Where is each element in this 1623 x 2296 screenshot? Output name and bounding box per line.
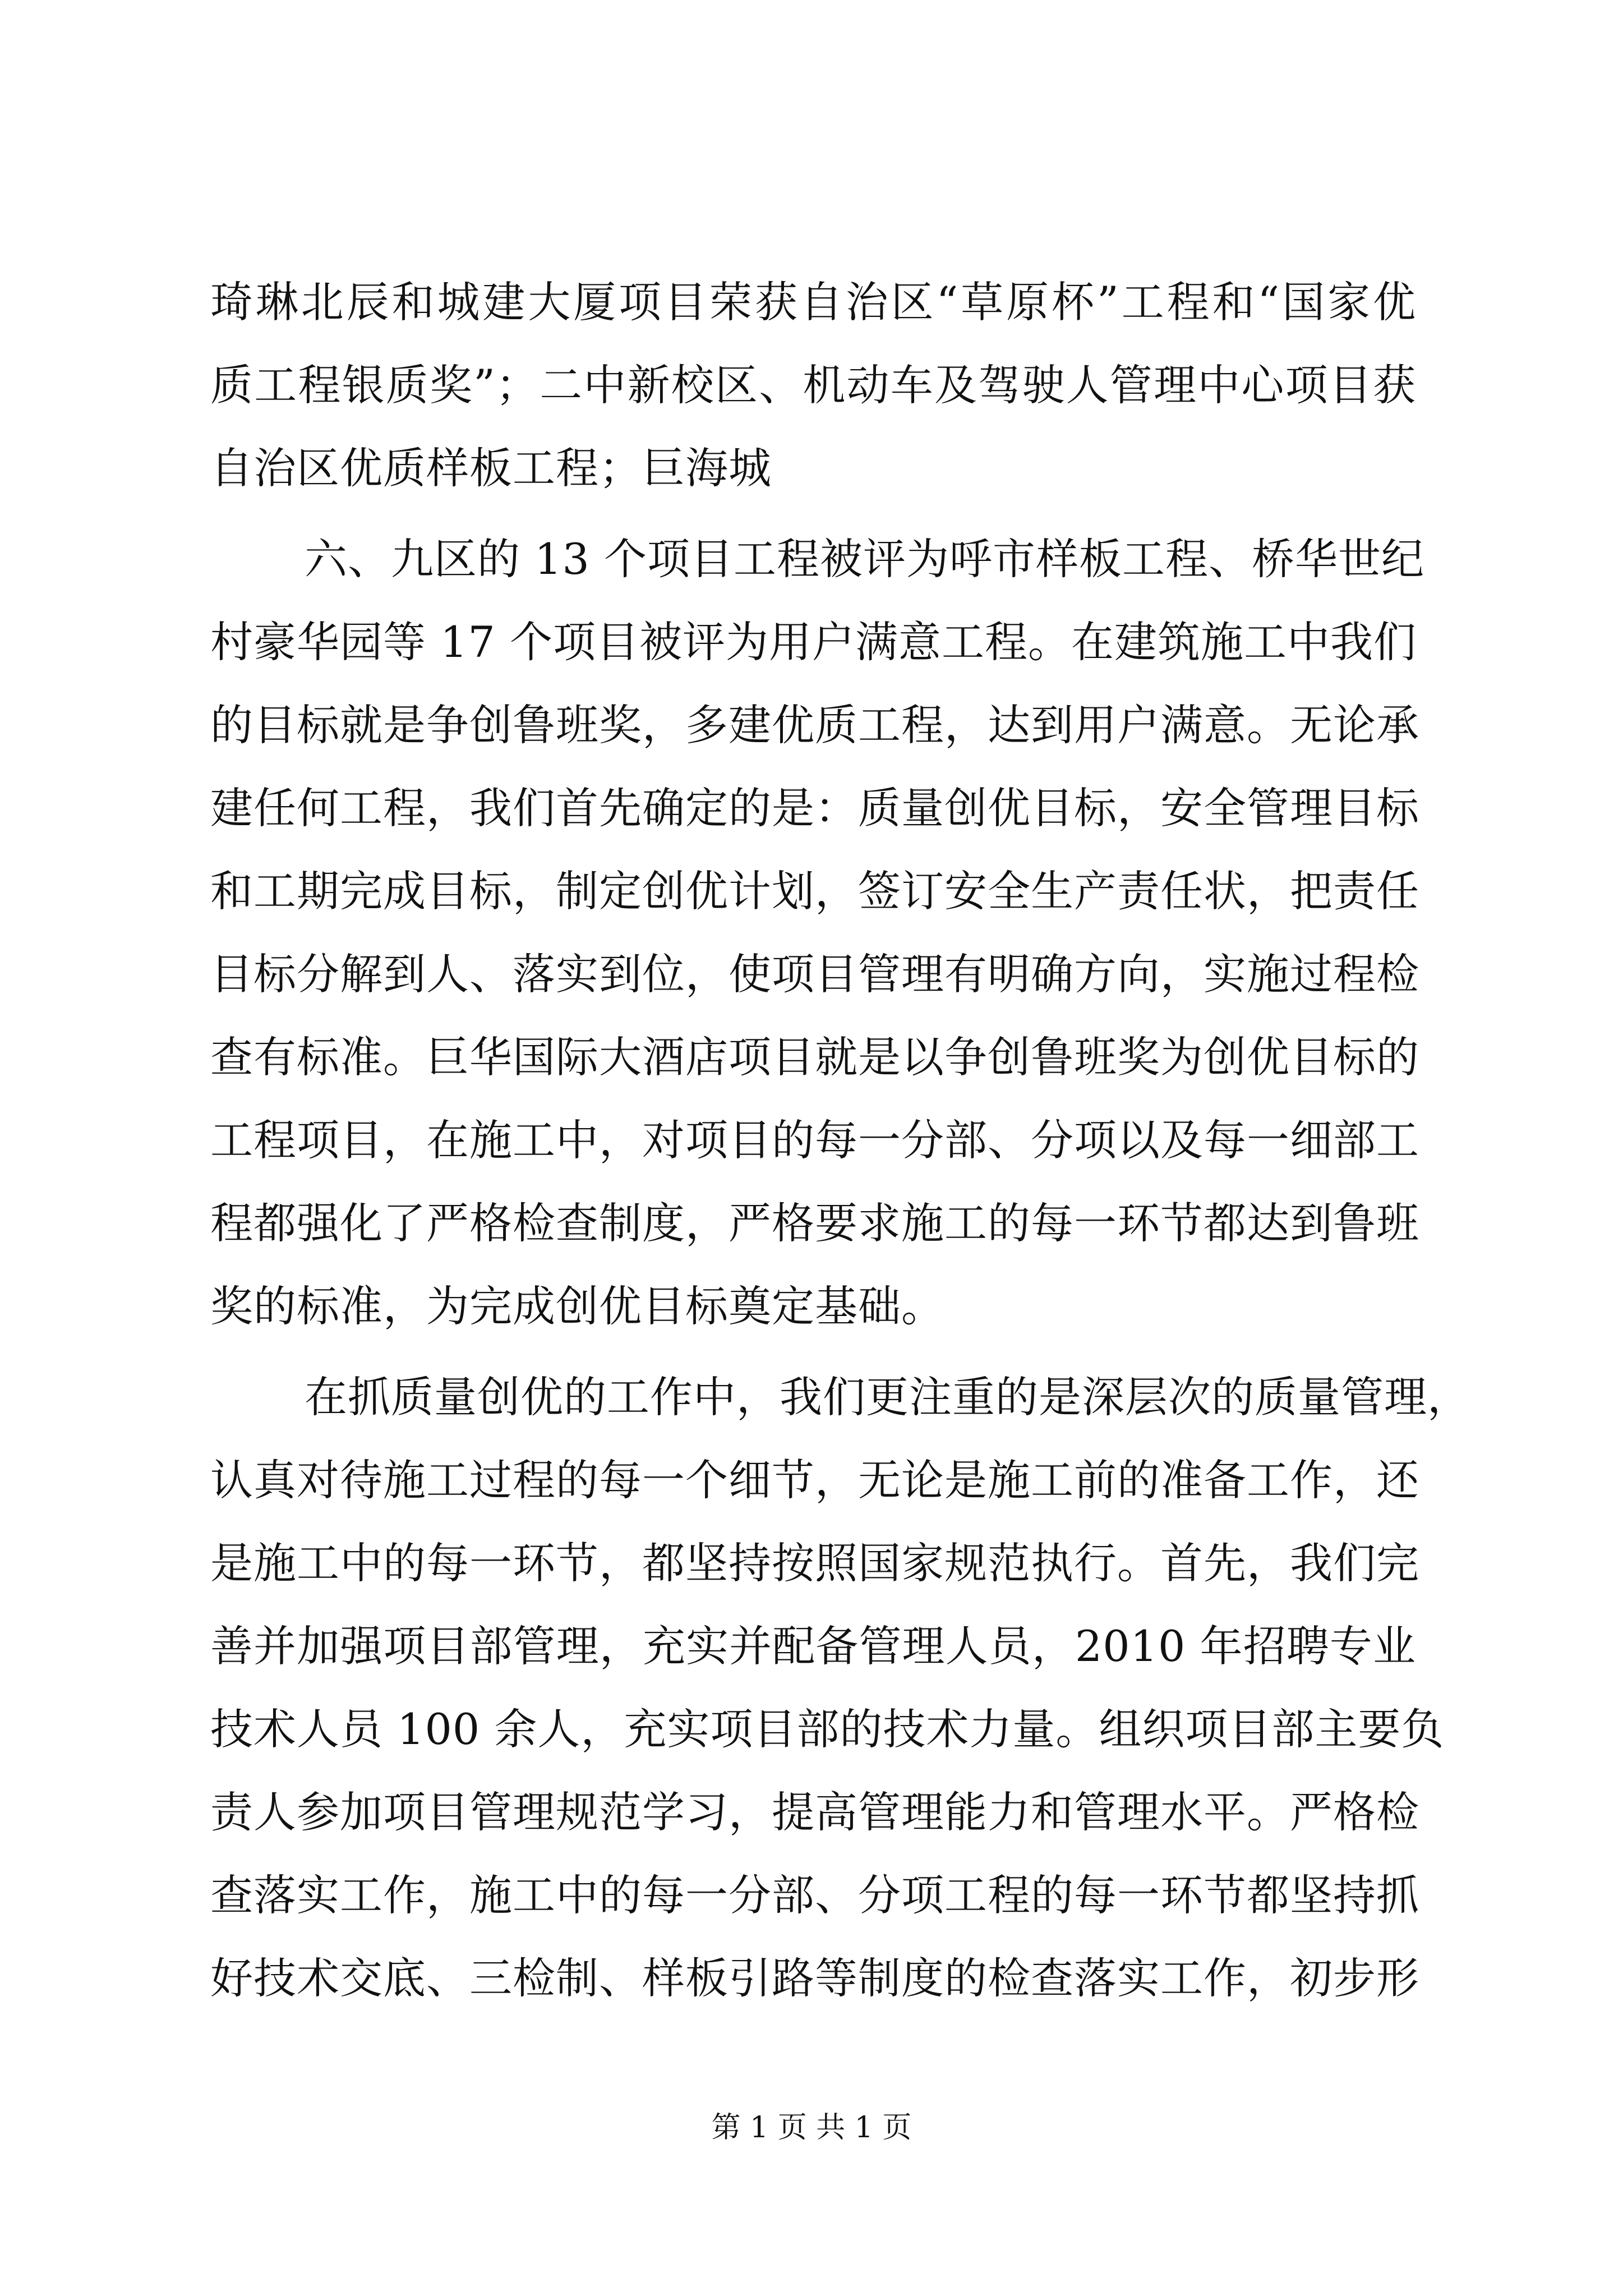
paragraph-1 <box>210 261 1416 510</box>
text-line: 是施工中的每一环节，都坚持按照国家规范执行。首先，我们完 <box>210 1538 1419 1588</box>
text-line: 建任何工程，我们首先确定的是：质量创优目标，安全管理目标 <box>210 783 1419 833</box>
text-line: 工程项目，在施工中，对项目的每一分部、分项以及每一细部工 <box>210 1115 1419 1165</box>
text-line: 在抓质量创优的工作中，我们更注重的是深层次的质量管理， <box>305 1372 1470 1422</box>
text-line: 查落实工作，施工中的每一分部、分项工程的每一环节都坚持抓 <box>210 1870 1419 1920</box>
text-line: 琦琳北辰和城建大厦项目荣获自治区“草原杯”工程和“国家优 <box>210 277 1416 327</box>
text-line: 程都强化了严格检查制度，严格要求施工的每一环节都达到鲁班 <box>210 1198 1419 1248</box>
document-body <box>210 261 1470 2020</box>
text-line: 善并加强项目部管理，充实并配备管理人员，2010 年招聘专业 <box>210 1621 1416 1671</box>
page-number-label: 第 1 页 共 1 页 <box>711 2111 912 2145</box>
text-line: 责人参加项目管理规范学习，提高管理能力和管理水平。严格检 <box>210 1787 1419 1837</box>
page-footer <box>0 2108 1623 2147</box>
text-line: 查有标准。巨华国际大酒店项目就是以争创鲁班奖为创优目标的 <box>210 1032 1419 1082</box>
text-line: 的目标就是争创鲁班奖，多建优质工程，达到用户满意。无论承 <box>210 700 1419 750</box>
paragraph-3 <box>210 1356 1470 2020</box>
text-line: 认真对待施工过程的每一个细节，无论是施工前的准备工作，还 <box>210 1455 1419 1505</box>
text-line: 技术人员 100 余人，充实项目部的技术力量。组织项目部主要负 <box>210 1704 1445 1754</box>
text-line: 自治区优质样板工程；巨海城 <box>210 443 772 493</box>
text-line: 目标分解到人、落实到位，使项目管理有明确方向，实施过程检 <box>210 949 1419 999</box>
text-line: 好技术交底、三检制、样板引路等制度的检查落实工作，初步形 <box>210 1953 1419 2003</box>
text-line: 村豪华园等 17 个项目被评为用户满意工程。在建筑施工中我们 <box>210 617 1417 667</box>
text-line: 质工程银质奖”；二中新校区、机动车及驾驶人管理中心项目获 <box>210 360 1416 410</box>
text-line: 奖的标准，为完成创优目标奠定基础。 <box>210 1281 944 1331</box>
text-line: 六、九区的 13 个项目工程被评为呼市样板工程、桥华世纪 <box>305 534 1425 584</box>
text-line: 和工期完成目标，制定创优计划，签订安全生产责任状，把责任 <box>210 866 1419 916</box>
paragraph-2 <box>210 518 1425 1348</box>
